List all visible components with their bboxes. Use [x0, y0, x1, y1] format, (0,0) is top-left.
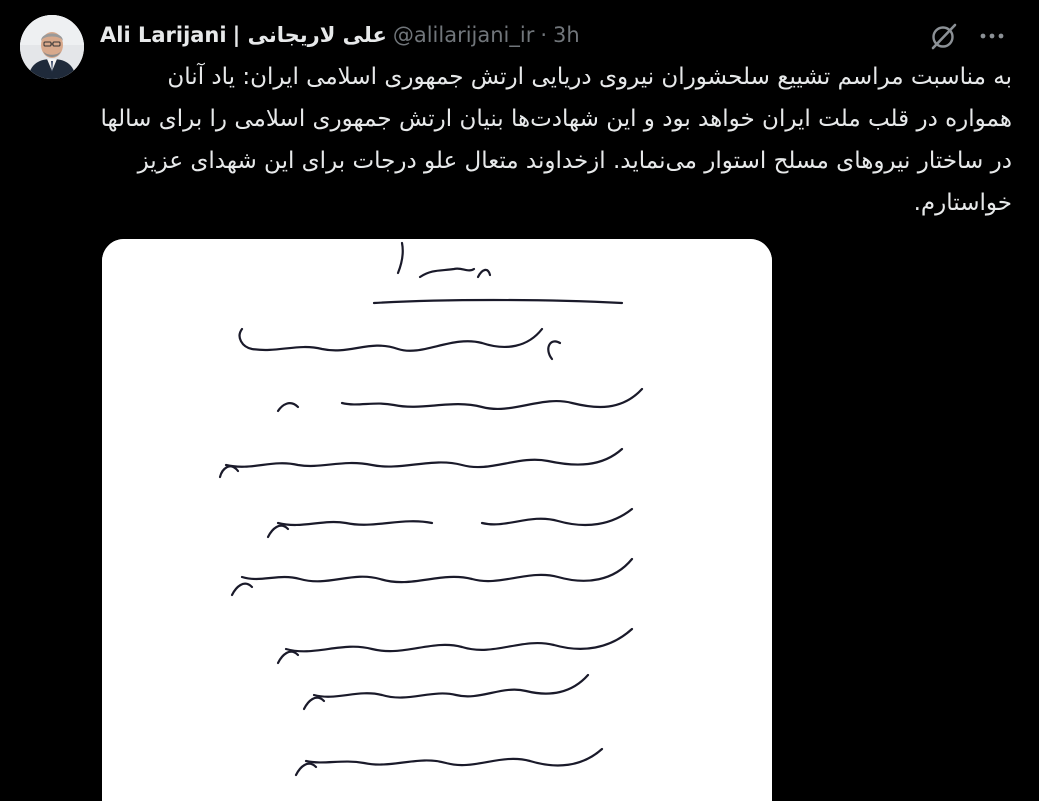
tweet-text: به مناسبت مراسم تشییع سلحشوران نیروی دریایی ارتش جمهوری اسلامی ایران: یاد آنان همواره در قلب ملت ایران خواهد بود و این شهادت‌ها بنیان ارتش جمهوری اسلامی را برای سالها در ساختار نیروهای مسلح استوار می‌نماید. ازخداوند متعال علو درجات برای این شهدای عزیز خواستارم.	[100, 64, 1012, 216]
author-name-fa[interactable]: | علی لاریجانی	[232, 23, 387, 47]
handwritten-note-icon	[102, 239, 772, 801]
more-options-icon[interactable]	[976, 20, 1008, 52]
profile-photo-icon	[20, 15, 84, 79]
tweet-header	[100, 18, 580, 52]
author-handle[interactable]: @alilarijani_ir	[392, 23, 535, 47]
tweet-timestamp[interactable]: 3h	[553, 23, 580, 47]
grok-icon[interactable]	[928, 20, 960, 52]
author-name[interactable]: Ali Larijani	[100, 23, 227, 47]
tweet-media-image[interactable]	[102, 239, 772, 801]
separator-dot: ·	[540, 23, 548, 47]
avatar[interactable]	[20, 15, 84, 79]
